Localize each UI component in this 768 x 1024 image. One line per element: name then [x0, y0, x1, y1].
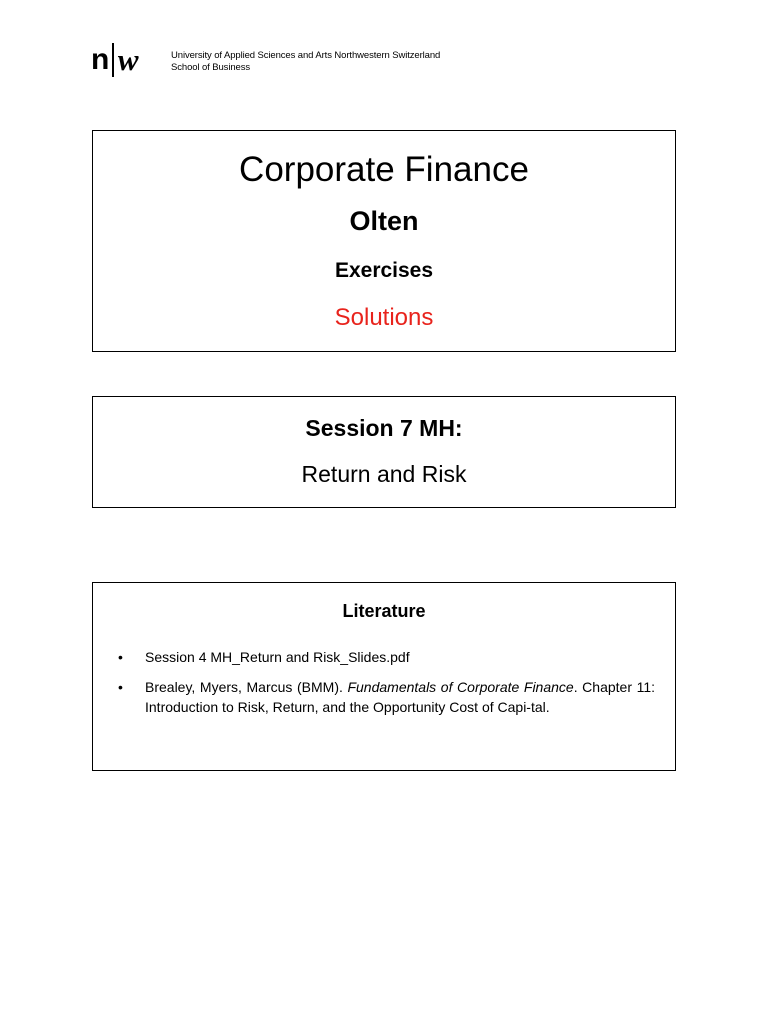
literature-book-title: Fundamentals of Corporate Finance: [347, 679, 574, 695]
session-box: [92, 396, 676, 508]
literature-item: [115, 677, 655, 717]
institution-line-1: University of Applied Sciences and Arts Northwestern Switzerland: [171, 50, 441, 61]
session-title: Session 7 MH:: [305, 415, 463, 441]
literature-heading: Literature: [342, 601, 426, 621]
session-subtitle: Return and Risk: [301, 461, 467, 487]
logo-divider: [112, 43, 114, 77]
logo-letter-w: w: [117, 42, 139, 77]
literature-item-text-suffix: . Chapter 11: Introduction to Risk, Return, and the Opportunity Cost of Capi-tal.: [145, 679, 656, 715]
solutions-label: Solutions: [334, 304, 434, 331]
bullet-icon: •: [118, 679, 123, 695]
literature-item-text-prefix: Brealey, Myers, Marcus (BMM).: [145, 679, 348, 695]
literature-item: [115, 647, 655, 667]
institution-line-2: School of Business: [171, 61, 250, 73]
course-location: Olten: [349, 206, 419, 236]
literature-item-text: Session 4 MH_Return and Risk_Slides.pdf: [145, 649, 410, 665]
document-kind: Exercises: [334, 259, 434, 282]
institution-name: [171, 50, 440, 73]
bullet-icon: •: [118, 649, 123, 665]
literature-box: [92, 582, 676, 771]
fhnw-logo: [91, 40, 139, 80]
literature-list: [115, 647, 655, 727]
title-box: [92, 130, 676, 352]
course-title: Corporate Finance: [239, 150, 529, 189]
logo-letter-n: n: [91, 43, 109, 76]
